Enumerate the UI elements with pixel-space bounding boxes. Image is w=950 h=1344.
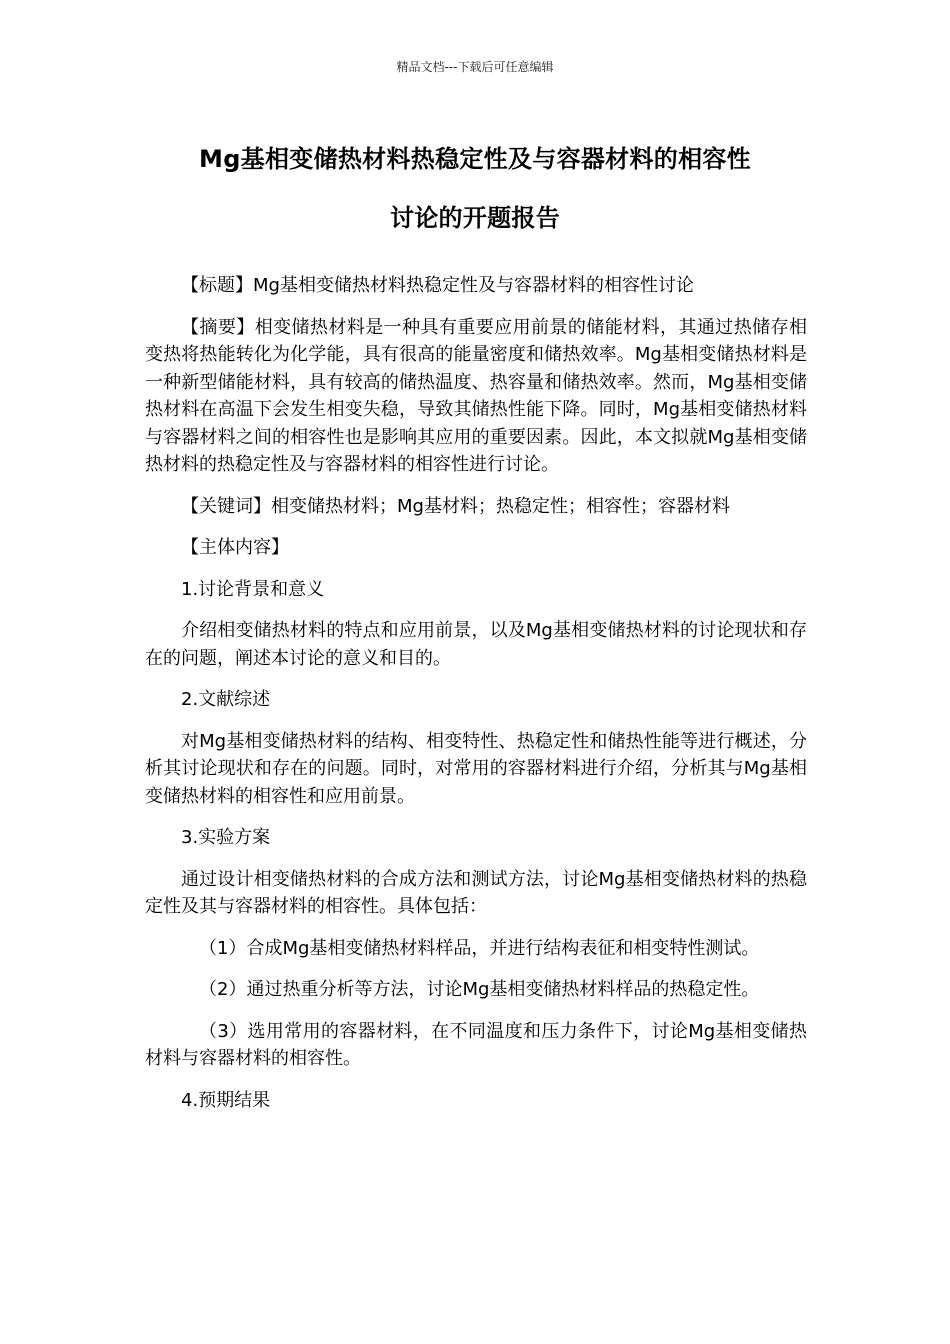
- document-title-line-2: 讨论的开题报告: [389, 204, 561, 232]
- section-1-text: 介绍相变储热材料的特点和应用前景，以及Mg基相变储热材料的讨论现状和存在的问题，阐述本讨论的意义和目的。: [145, 620, 807, 669]
- section-3-item-1: （1）合成Mg基相变储热材料样品，并进行结构表征和相变特性测试。: [199, 937, 760, 959]
- keywords-paragraph: 【关键词】相变储热材料；Mg基材料；热稳定性；相容性；容器材料: [181, 495, 730, 517]
- section-2-text: 对Mg基相变储热材料的结构、相变特性、热稳定性和储热性能等进行概述，分析其讨论现状和存在的问题。同时，对常用的容器材料进行介绍，分析其与Mg基相变储热材料的相容性和应用前景。: [145, 730, 807, 807]
- section-3-item-2: （2）通过热重分析等方法，讨论Mg基相变储热材料样品的热稳定性。: [199, 979, 760, 1000]
- section-3-heading: 3.实验方案: [181, 827, 271, 848]
- document-body: [145, 272, 807, 1128]
- section-4-heading: 4.预期结果: [181, 1089, 271, 1111]
- section-2-heading: 2.文献综述: [181, 689, 271, 710]
- document-title-line-1: Mg基相变储热材料热稳定性及与容器材料的相容性: [199, 145, 751, 173]
- section-3-text: 通过设计相变储热材料的合成方法和测试方法，讨论Mg基相变储热材料的热稳定性及其与容器材料的相容性。具体包括：: [145, 868, 807, 917]
- section-1-heading: 1.讨论背景和意义: [181, 578, 325, 600]
- section-3-item-3: （3）选用常用的容器材料，在不同温度和压力条件下，讨论Mg基相变储热材料与容器材料的相容性。: [145, 1020, 807, 1069]
- main-content-heading: 【主体内容】: [181, 537, 289, 558]
- header-note: 精品文档---下载后可任意编辑: [396, 60, 554, 74]
- abstract-paragraph: 【摘要】相变储热材料是一种具有重要应用前景的储能材料，其通过热储存相变热将热能转化为化学能，具有很高的能量密度和储热效率。Mg基相变储热材料是一种新型储能材料，具有较高的储热温度、热容量和储热效率。然而，Mg基相变储热材料在高温下会发生相变失稳，导致其储热性能下降。同时，Mg基相变储热材料与容器材料之间的相容性也是影响其应用的重要因素。因此，本文拟就Mg基相变储热材料的热稳定性及与容器材料的相容性进行讨论。: [145, 316, 807, 475]
- title-label-paragraph: 【标题】Mg基相变储热材料热稳定性及与容器材料的相容性讨论: [181, 275, 694, 296]
